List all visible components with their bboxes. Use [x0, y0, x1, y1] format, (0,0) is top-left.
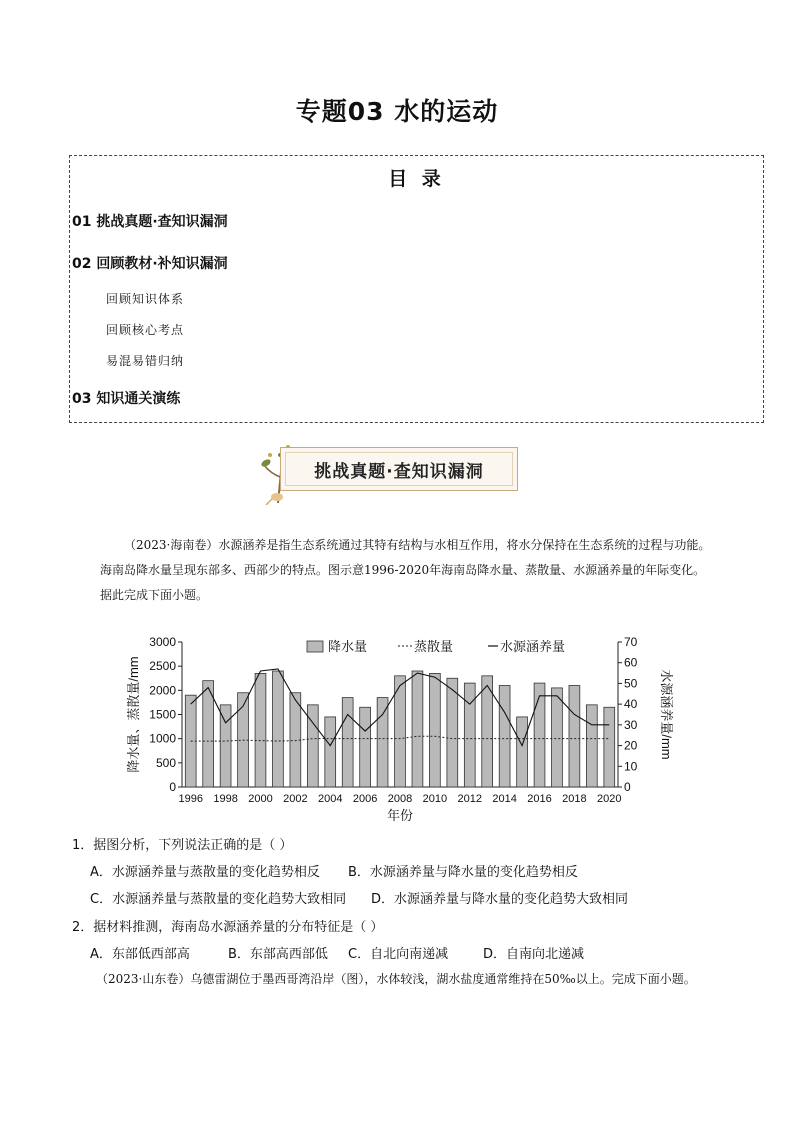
x-tick-label: 2008: [387, 793, 413, 805]
precipitation-bar: [325, 717, 336, 787]
legend-water-label: 水源涵养量: [500, 639, 566, 654]
right-tick-label: 50: [624, 676, 638, 691]
precipitation-bar: [342, 698, 353, 787]
left-tick-label: 2000: [149, 683, 176, 698]
left-axis-label: 降水量、蒸散量/mm: [126, 656, 141, 773]
left-tick-label: 500: [155, 755, 176, 770]
question-1-stem: 1．据图分析，下列说法正确的是（ ）: [72, 838, 293, 853]
banner-frame: [280, 447, 518, 491]
q1-option-c[interactable]: C．水源涵养量与蒸散量的变化趋势大致相同: [90, 892, 347, 907]
hainan-chart: [120, 625, 675, 830]
precipitation-bar: [499, 686, 510, 788]
right-tick-label: 10: [624, 759, 638, 774]
x-tick-label: 2012: [457, 793, 483, 805]
q1-option-d[interactable]: D．水源涵养量与降水量的变化趋势大致相同: [371, 892, 629, 907]
x-tick-label: 2020: [597, 793, 622, 805]
x-tick-label: 2016: [527, 793, 552, 805]
q2-option-d[interactable]: D．自南向北递减: [483, 947, 585, 962]
x-tick-label: 2002: [283, 793, 308, 805]
precipitation-bar: [517, 717, 528, 787]
precipitation-bar: [604, 707, 615, 787]
precipitation-bar: [552, 688, 563, 787]
passage-hainan: （2023·海南卷）水源涵养是指生态系统通过其特有结构与水相互作用，将水分保持在生态系统的过程与功能。海南岛降水量呈现东部多、西部少的特点。图示意1996-2020年海南岛降水量、蒸散量、水源涵养量的年际变化。据此完成下面小题。: [100, 538, 711, 602]
q1-option-b[interactable]: B．水源涵养量与降水量的变化趋势相反: [348, 865, 578, 880]
toc-subitem-3[interactable]: 易混易错归纳: [106, 354, 185, 368]
precipitation-bar: [220, 705, 231, 787]
precipitation-bar: [360, 707, 371, 787]
x-tick-label: 2004: [317, 793, 343, 805]
right-tick-label: 0: [624, 780, 631, 794]
precipitation-bar: [412, 671, 423, 787]
toc-item-3[interactable]: 03 知识通关演练: [72, 391, 181, 407]
precipitation-bar: [482, 676, 493, 787]
left-tick-label: 1000: [149, 731, 176, 746]
precipitation-bar: [273, 671, 284, 787]
left-tick-label: 3000: [149, 635, 176, 649]
q2-option-a[interactable]: A．东部低西部高: [90, 947, 190, 962]
question-2-stem: 2．据材料推测，海南岛水源涵养量的分布特征是（ ）: [72, 920, 384, 935]
left-tick-label: 2500: [149, 659, 176, 674]
passage-shandong: （2023·山东卷）乌德雷湖位于墨西哥湾沿岸（图），水体较浅，湖水盐度通常维持在50‰以上。完成下面小题。: [96, 972, 696, 986]
right-tick-label: 60: [624, 655, 638, 670]
left-tick-label: 1500: [149, 707, 176, 722]
right-tick-label: 30: [624, 717, 638, 732]
x-tick-label: 2018: [562, 793, 587, 805]
right-tick-label: 70: [624, 635, 638, 649]
right-tick-label: 40: [624, 697, 638, 712]
q2-option-b[interactable]: B．东部高西部低: [228, 947, 328, 962]
legend-precipitation-label: 降水量: [328, 639, 368, 654]
precipitation-bar: [447, 678, 458, 787]
q2-option-c[interactable]: C．自北向南递减: [348, 947, 449, 962]
x-axis-label: 年份: [386, 808, 414, 823]
x-tick-label: 1996: [178, 793, 203, 805]
page-title: 专题03 水的运动: [295, 97, 499, 126]
precipitation-bar: [377, 698, 388, 787]
q1-option-a[interactable]: A．水源涵养量与蒸散量的变化趋势相反: [90, 865, 320, 880]
precipitation-bar: [255, 673, 266, 787]
toc-heading: 目 录: [388, 168, 445, 190]
x-tick-label: 2000: [248, 793, 273, 805]
right-tick-label: 20: [624, 738, 638, 753]
left-tick-label: 0: [169, 780, 176, 794]
x-tick-label: 1998: [213, 793, 238, 805]
section-banner: [258, 443, 520, 505]
precipitation-bar: [586, 705, 597, 787]
x-tick-label: 2010: [422, 793, 448, 805]
toc-item-1[interactable]: 01 挑战真题·查知识漏洞: [72, 214, 228, 230]
toc-subitem-1[interactable]: 回顾知识体系: [106, 292, 185, 306]
toc-item-2[interactable]: 02 回顾教材·补知识漏洞: [72, 256, 228, 272]
legend-evap-label: 蒸散量: [414, 639, 454, 654]
toc-subitem-2[interactable]: 回顾核心考点: [106, 323, 185, 337]
precipitation-bar: [464, 683, 475, 787]
right-axis-label: 水源涵养量/mm: [659, 669, 674, 760]
table-of-contents: [69, 155, 764, 423]
precipitation-bar: [569, 686, 580, 788]
precipitation-bar: [203, 681, 214, 787]
banner-label: 挑战真题·查知识漏洞: [314, 461, 484, 482]
precipitation-bar: [429, 673, 440, 787]
x-tick-label: 2014: [492, 793, 517, 805]
x-tick-label: 2006: [352, 793, 378, 805]
precipitation-bar: [534, 683, 545, 787]
legend-precipitation-swatch: [307, 641, 323, 652]
